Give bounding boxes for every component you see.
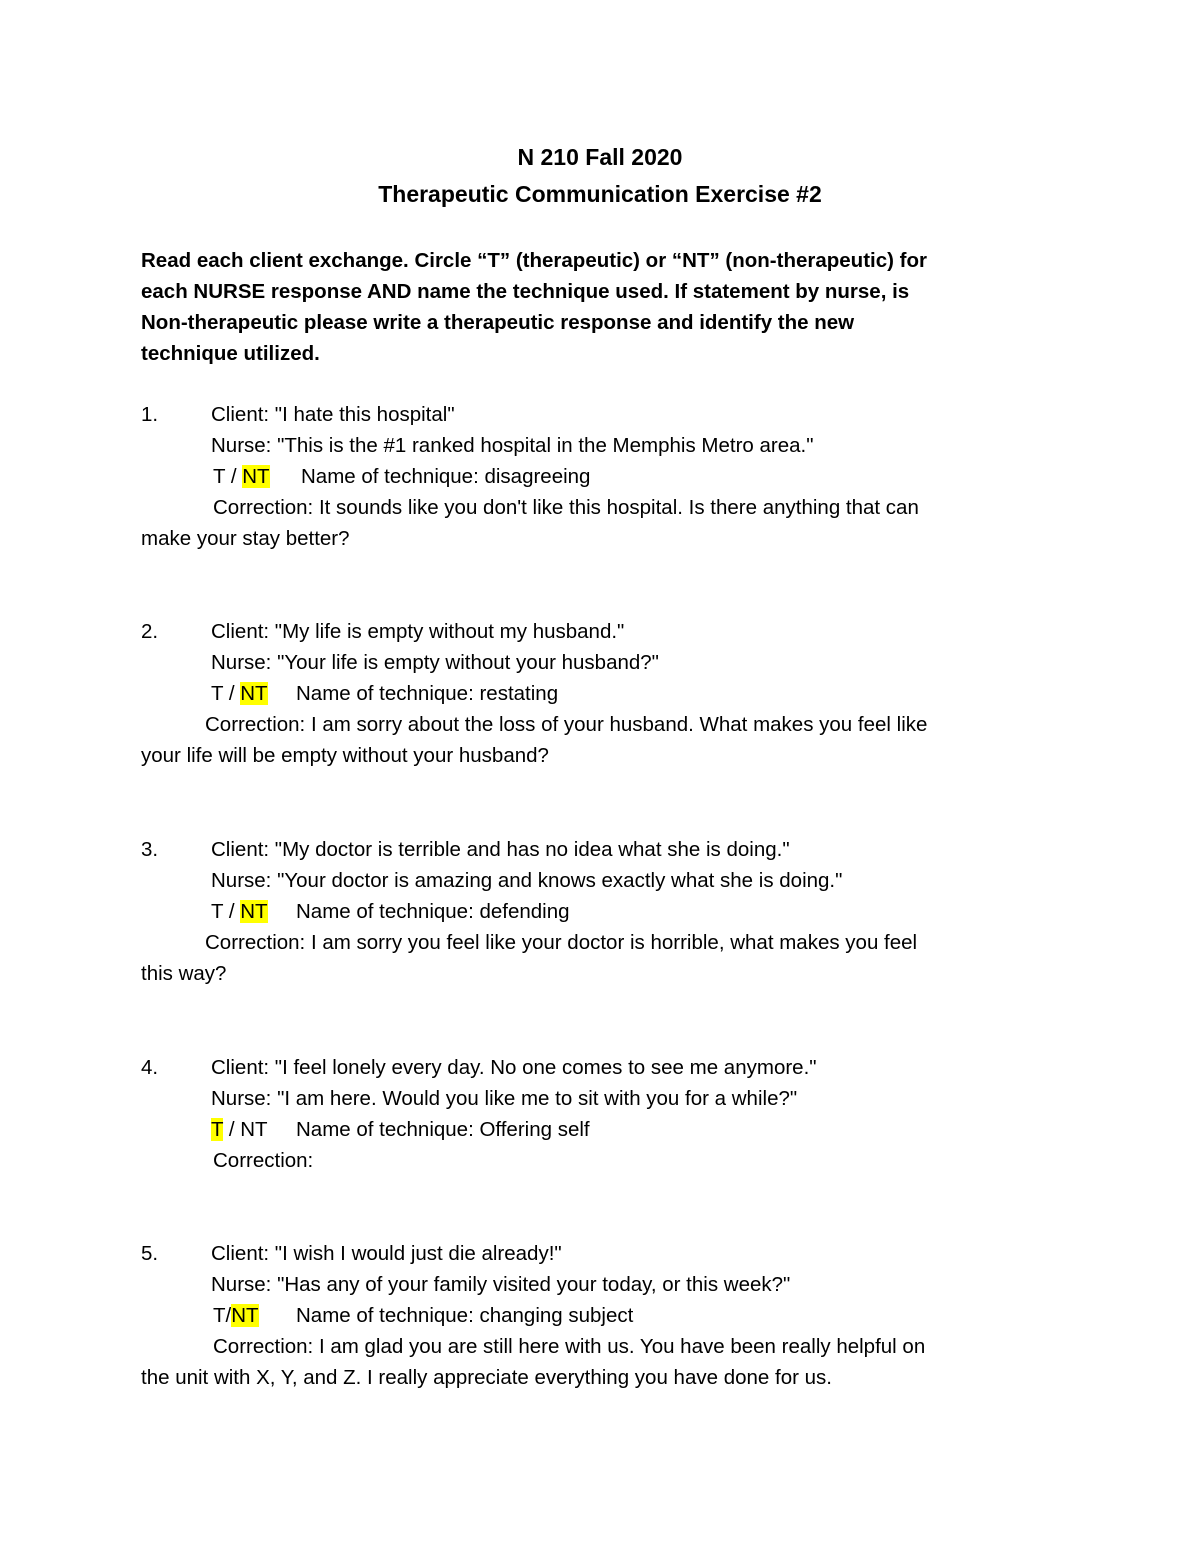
option-separator: / — [223, 682, 241, 705]
option-separator: / — [223, 900, 241, 923]
option-separator: / — [223, 1118, 241, 1141]
answer-choice — [211, 1114, 268, 1145]
technique-name: Name of technique: disagreeing — [301, 465, 591, 488]
item-number: 2. — [141, 620, 159, 643]
t-option: T — [211, 682, 224, 705]
instructions — [141, 245, 1071, 369]
instruction-line: technique utilized. — [141, 342, 320, 365]
correction-line-continued: the unit with X, Y, and Z. I really appreciate everything you have done for us. — [141, 1366, 832, 1389]
item-number: 4. — [141, 1056, 159, 1079]
t-option: T — [213, 1304, 226, 1327]
option-separator: / — [225, 1304, 232, 1327]
nurse-response: Nurse: "Your doctor is amazing and knows exactly what she is doing." — [211, 869, 843, 892]
item-number: 3. — [141, 838, 159, 861]
correction-line: Correction: I am sorry you feel like your doctor is horrible, what makes you feel — [205, 931, 918, 954]
option-separator: / — [225, 465, 243, 488]
correction-line: Correction: It sounds like you don't like this hospital. Is there anything that can — [213, 496, 919, 519]
instruction-line: Read each client exchange. Circle “T” (therapeutic) or “NT” (non-therapeutic) for — [141, 249, 927, 272]
technique-name: Name of technique: restating — [296, 682, 559, 705]
client-statement: Client: "My life is empty without my husband." — [211, 620, 625, 643]
nt-option-selected: NT — [231, 1304, 259, 1327]
correction-line-continued: your life will be empty without your husband? — [141, 744, 549, 767]
nurse-response: Nurse: "I am here. Would you like me to sit with you for a while?" — [211, 1087, 798, 1110]
client-statement: Client: "I feel lonely every day. No one comes to see me anymore." — [211, 1056, 817, 1079]
nurse-response: Nurse: "Has any of your family visited your today, or this week?" — [211, 1273, 791, 1296]
correction-line: Correction: I am sorry about the loss of your husband. What makes you feel like — [205, 713, 928, 736]
correction-line: Correction: I am glad you are still here with us. You have been really helpful on — [213, 1335, 926, 1358]
nt-option-selected: NT — [240, 900, 268, 923]
instruction-line: each NURSE response AND name the technique used. If statement by nurse, is — [141, 280, 910, 303]
document-subtitle: Therapeutic Communication Exercise #2 — [378, 181, 822, 207]
answer-choice — [211, 678, 268, 709]
answer-choice — [213, 461, 270, 492]
t-option: T — [213, 465, 226, 488]
technique-name: Name of technique: changing subject — [296, 1304, 634, 1327]
technique-name: Name of technique: Offering self — [296, 1118, 590, 1141]
document-title: N 210 Fall 2020 — [517, 144, 683, 170]
nurse-response: Nurse: "Your life is empty without your husband?" — [211, 651, 659, 674]
client-statement: Client: "I wish I would just die already!" — [211, 1242, 562, 1265]
correction-line-continued: this way? — [141, 962, 227, 985]
answer-choice — [211, 896, 268, 927]
item-number: 5. — [141, 1242, 159, 1265]
nt-option-selected: NT — [242, 465, 270, 488]
client-statement: Client: "I hate this hospital" — [211, 403, 455, 426]
nurse-response: Nurse: "This is the #1 ranked hospital in the Memphis Metro area." — [211, 434, 814, 457]
answer-choice — [213, 1300, 259, 1331]
client-statement: Client: "My doctor is terrible and has no idea what she is doing." — [211, 838, 790, 861]
correction-line: Correction: — [213, 1149, 314, 1172]
nt-option-selected: NT — [240, 682, 268, 705]
item-number: 1. — [141, 403, 159, 426]
instruction-line: Non-therapeutic please write a therapeutic response and identify the new — [141, 311, 855, 334]
t-option-selected: T — [211, 1118, 224, 1141]
correction-line-continued: make your stay better? — [141, 527, 350, 550]
t-option: T — [211, 900, 224, 923]
technique-name: Name of technique: defending — [296, 900, 570, 923]
nt-option: NT — [240, 1118, 268, 1141]
